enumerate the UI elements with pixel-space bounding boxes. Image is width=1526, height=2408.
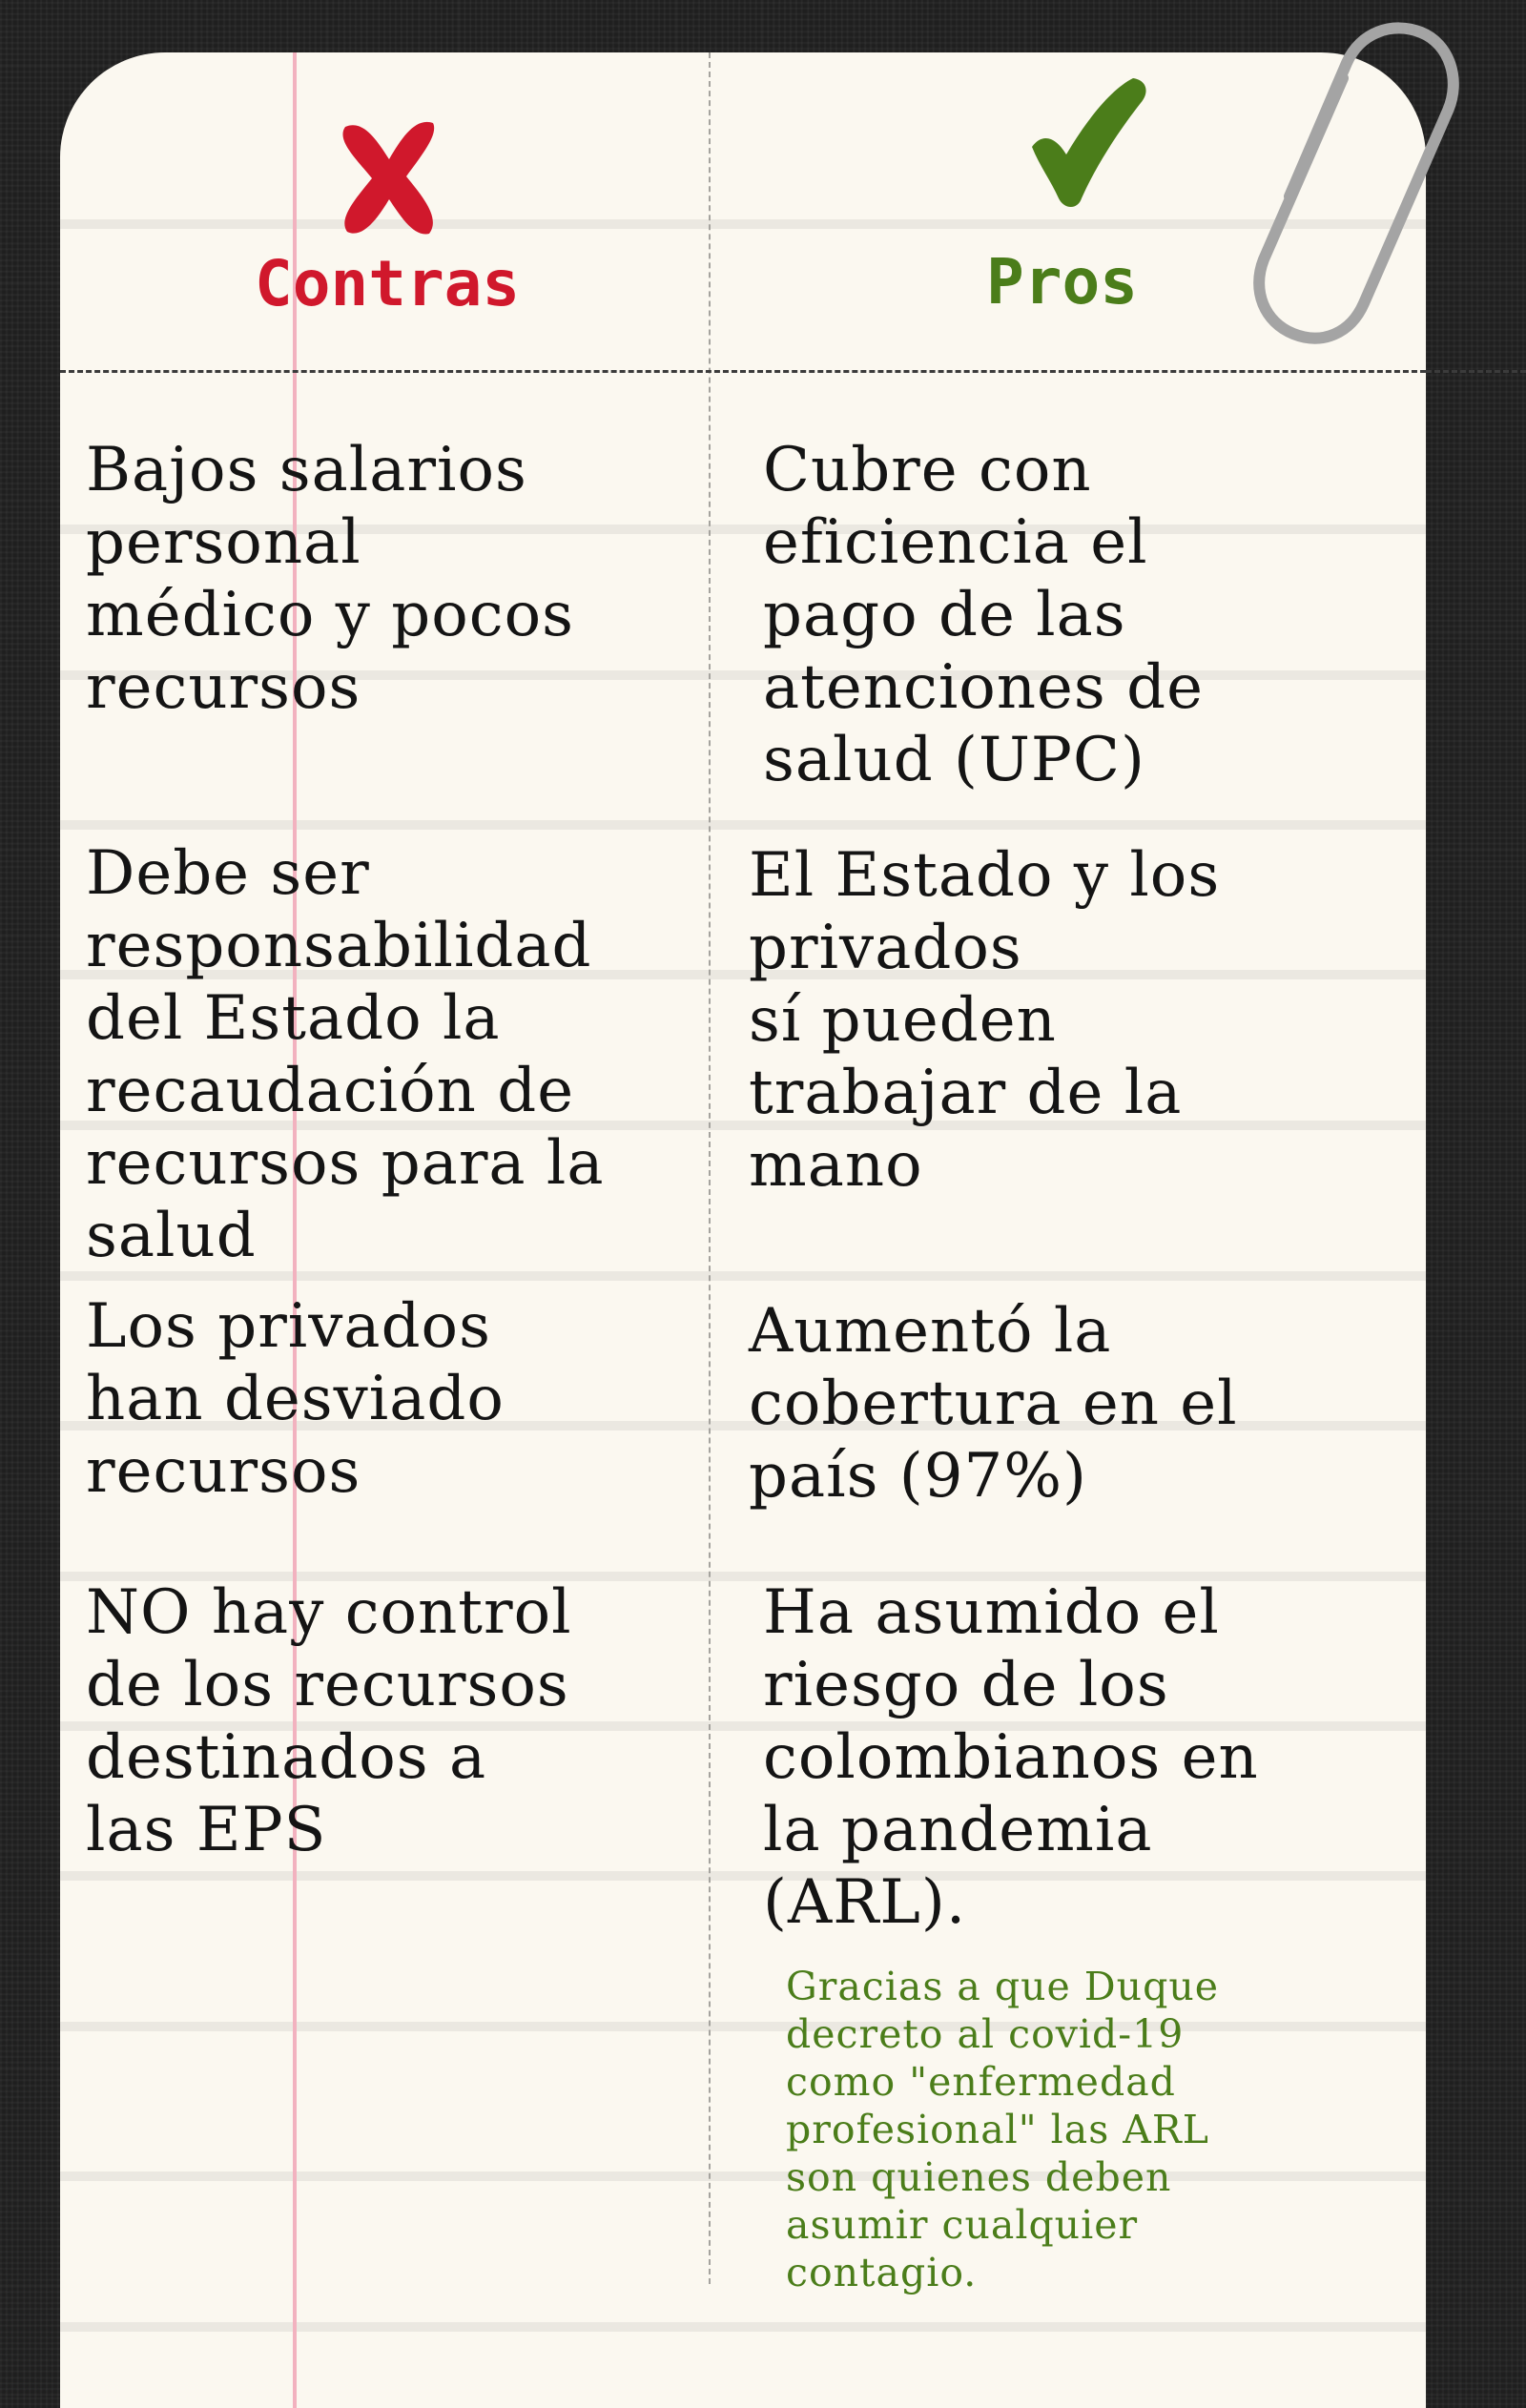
- paperclip-icon: [1211, 0, 1469, 362]
- green-check-icon: [1028, 76, 1152, 210]
- header-divider: [60, 370, 1426, 373]
- red-x-icon: [334, 110, 443, 243]
- column-divider: [709, 52, 711, 2284]
- contras-heading: Contras: [255, 247, 521, 320]
- pros-item: Ha asumido el riesgo de los colombianos en la pandemia (ARL).: [763, 1577, 1259, 1938]
- contras-item: NO hay control de los recursos destinados a las EPS: [86, 1577, 572, 1865]
- ruled-line: [60, 820, 1426, 830]
- contras-item: Los privados han desviado recursos: [86, 1291, 505, 1507]
- ruled-line: [60, 1271, 1426, 1281]
- pros-item: Aumentó la cobertura en el país (97%): [749, 1296, 1238, 1512]
- pros-footnote: Gracias a que Duque decreto al covid-19 como "enfermedad profesional" las ARL son quienes deben asumir cualquier contagio.: [786, 1964, 1220, 2295]
- pros-item: El Estado y los privados sí pueden trabajar de la mano: [749, 840, 1221, 1201]
- pros-item: Cubre con eficiencia el pago de las atenciones de salud (UPC): [763, 435, 1204, 795]
- ruled-line: [60, 2322, 1426, 2332]
- pros-heading: Pros: [986, 245, 1138, 319]
- contras-item: Bajos salarios personal médico y pocos recursos: [86, 435, 574, 723]
- contras-item: Debe ser responsabilidad del Estado la recaudación de recursos para la salud: [86, 838, 605, 1271]
- header-divider-extension: [1426, 370, 1526, 373]
